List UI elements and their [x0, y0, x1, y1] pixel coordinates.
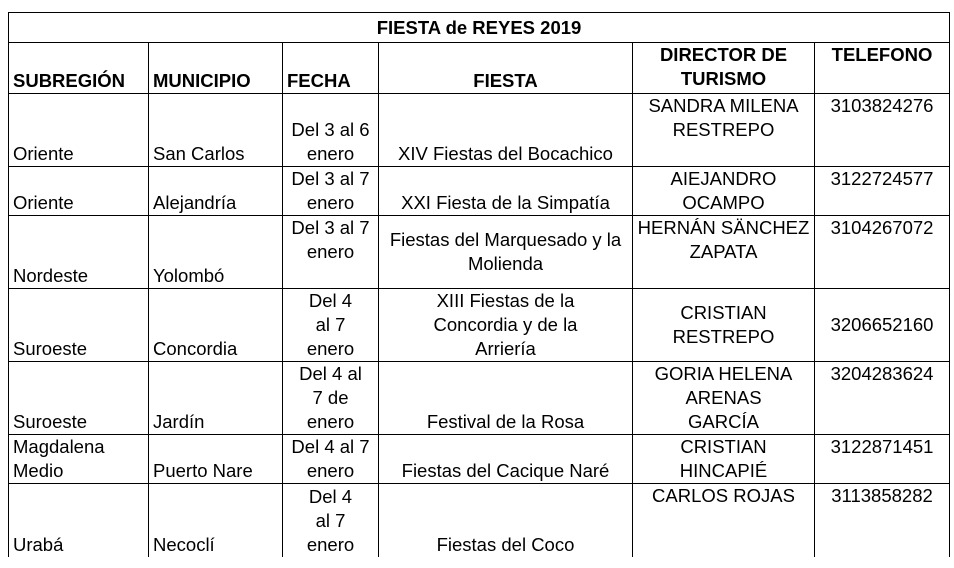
cell-director: HERNÁN SÄNCHEZ ZAPATA	[633, 216, 815, 289]
header-telefono: TELEFONO	[815, 43, 950, 94]
header-director: DIRECTOR DE TURISMO	[633, 43, 815, 94]
cell-municipio: Jardín	[149, 362, 283, 435]
cell-director: CARLOS ROJAS	[633, 484, 815, 557]
cell-fiesta: XIV Fiestas del Bocachico	[379, 94, 633, 167]
cell-subregion: Suroeste	[9, 289, 149, 362]
cell-telefono: 3104267072	[815, 216, 950, 289]
cell-director: AIEJANDRO OCAMPO	[633, 167, 815, 216]
header-subregion: SUBREGIÓN	[9, 43, 149, 94]
cell-fiesta: Fiestas del Coco	[379, 484, 633, 557]
cell-fiesta: Fiestas del Cacique Naré	[379, 435, 633, 484]
title-row	[9, 13, 950, 43]
header-row	[9, 43, 950, 94]
cell-fecha: Del 3 al 7 enero	[283, 216, 379, 289]
header-fecha: FECHA	[283, 43, 379, 94]
header-fiesta: FIESTA	[379, 43, 633, 94]
header-municipio: MUNICIPIO	[149, 43, 283, 94]
table-row	[9, 362, 950, 435]
cell-fiesta: XXI Fiesta de la Simpatía	[379, 167, 633, 216]
cell-municipio: Concordia	[149, 289, 283, 362]
table-title: FIESTA de REYES 2019	[9, 13, 950, 43]
cell-telefono: 3122871451	[815, 435, 950, 484]
table-row	[9, 94, 950, 167]
fiesta-reyes-table	[8, 12, 950, 557]
cell-municipio: San Carlos	[149, 94, 283, 167]
cell-fiesta: Fiestas del Marquesado y la Molienda	[379, 216, 633, 289]
cell-fiesta: XIII Fiestas de la Concordia y de la Arriería	[379, 289, 633, 362]
cell-municipio: Alejandría	[149, 167, 283, 216]
cell-subregion: Nordeste	[9, 216, 149, 289]
table-row	[9, 435, 950, 484]
cell-telefono: 3103824276	[815, 94, 950, 167]
table-row	[9, 289, 950, 362]
cell-fecha: Del 3 al 6 enero	[283, 94, 379, 167]
cell-telefono: 3122724577	[815, 167, 950, 216]
table-row	[9, 484, 950, 557]
cell-fecha: Del 4 al 7 enero	[283, 289, 379, 362]
cell-municipio: Necoclí	[149, 484, 283, 557]
cell-subregion: Magdalena Medio	[9, 435, 149, 484]
cell-director: GORIA HELENA ARENAS GARCÍA	[633, 362, 815, 435]
cell-director: SANDRA MILENA RESTREPO	[633, 94, 815, 167]
cell-subregion: Oriente	[9, 167, 149, 216]
cell-fecha: Del 4 al 7 de enero	[283, 362, 379, 435]
cell-fiesta: Festival de la Rosa	[379, 362, 633, 435]
cell-fecha: Del 4 al 7 enero	[283, 484, 379, 557]
cell-subregion: Urabá	[9, 484, 149, 557]
table-row	[9, 167, 950, 216]
cell-municipio: Puerto Nare	[149, 435, 283, 484]
cell-director: CRISTIAN RESTREPO	[633, 289, 815, 362]
cell-director: CRISTIAN HINCAPIÉ	[633, 435, 815, 484]
cell-fecha: Del 3 al 7 enero	[283, 167, 379, 216]
table-row	[9, 216, 950, 289]
cell-subregion: Suroeste	[9, 362, 149, 435]
cell-telefono: 3206652160	[815, 289, 950, 362]
cell-subregion: Oriente	[9, 94, 149, 167]
cell-fecha: Del 4 al 7 enero	[283, 435, 379, 484]
cell-municipio: Yolombó	[149, 216, 283, 289]
cell-telefono: 3204283624	[815, 362, 950, 435]
cell-telefono: 3113858282	[815, 484, 950, 557]
